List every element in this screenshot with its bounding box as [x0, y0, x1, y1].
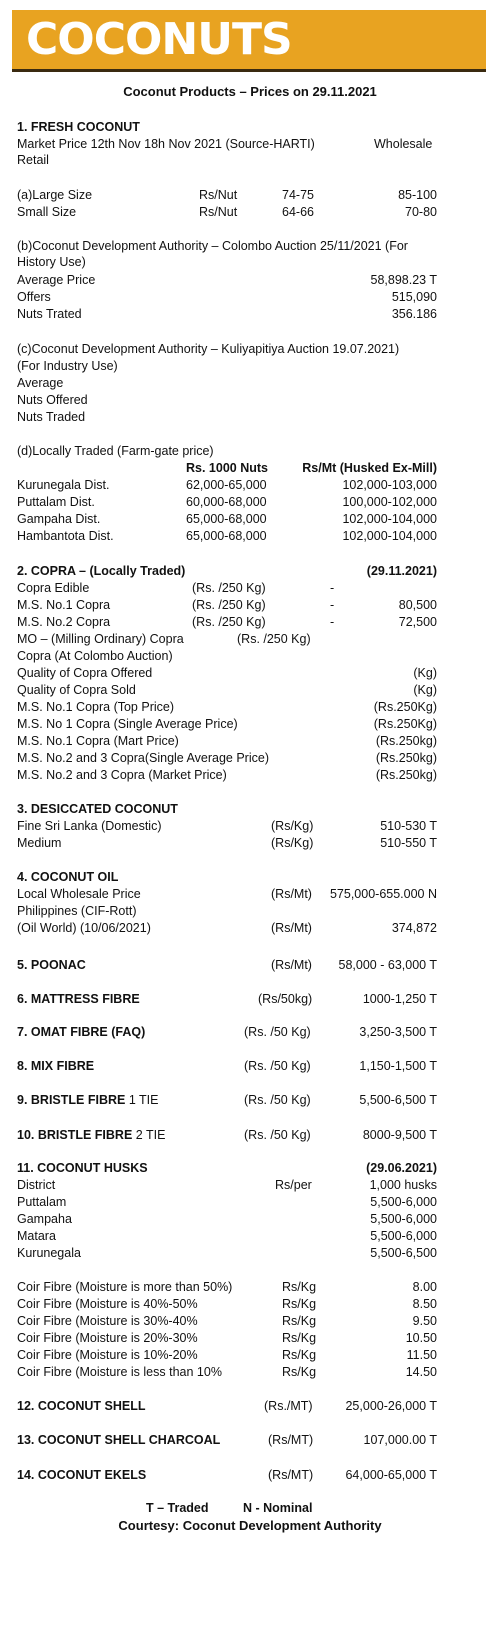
row-unit: (Rs/MT) [268, 1433, 314, 1447]
row-value: 100,000-102,000 [342, 495, 437, 509]
section-heading: 12. COCONUT SHELL [17, 1399, 146, 1413]
row-value: 5,500-6,000 [370, 1229, 437, 1243]
row-unit: (Rs.250Kg) [373, 717, 437, 731]
row-value: 65,000-68,000 [186, 512, 267, 526]
row-name: Coir Fibre (Moisture is 10%-20% [17, 1348, 198, 1362]
row-name: (Oil World) (10/06/2021) [17, 921, 151, 935]
row-name: Matara [17, 1229, 56, 1243]
row-name: Puttalam [17, 1195, 67, 1209]
row-name: Nuts Offered [17, 393, 88, 407]
row-value: 102,000-104,000 [342, 512, 437, 526]
row-value: 510-550 T [380, 836, 437, 850]
row-name: Nuts Trated [17, 307, 82, 321]
row-value: 356.186 [391, 307, 437, 321]
row-value: 64,000-65,000 T [345, 1468, 437, 1482]
row-name: District [17, 1178, 56, 1192]
row-value: 14.50 [405, 1365, 437, 1379]
section-heading [17, 1024, 145, 1041]
row-value: 9.50 [412, 1314, 437, 1328]
row-value: 5,500-6,500 T [359, 1093, 437, 1107]
row-name: M.S. No.2 Copra [17, 615, 111, 629]
row-name: Puttalam Dist. [17, 495, 95, 509]
row-unit: Rs/Kg [282, 1348, 317, 1362]
row-unit: (Rs. /50 Kg) [244, 1025, 311, 1039]
section-heading [17, 957, 86, 974]
section-name: 10. BRISTLE FIBRE [17, 1128, 133, 1142]
row-unit: Rs/Kg [282, 1280, 317, 1294]
section-heading: 13. COCONUT SHELL CHARCOAL [17, 1433, 221, 1447]
row-value: 10.50 [405, 1331, 437, 1345]
section-heading: 14. COCONUT EKELS [17, 1468, 147, 1482]
row-unit: (Rs/Kg) [271, 819, 314, 833]
row-name: Coir Fibre (Moisture is 40%-50% [17, 1297, 198, 1311]
row-value: 58,898.23 T [370, 273, 437, 287]
row-name: Quality of Copra Sold [17, 683, 136, 697]
section-heading [17, 1092, 158, 1109]
section-extra: 2 TIE [132, 1128, 166, 1142]
column-header: Rs/Mt (Husked Ex-Mill) [302, 461, 437, 475]
section-name: 9. BRISTLE FIBRE [17, 1093, 126, 1107]
row-name: Average [17, 376, 64, 390]
row-value: 102,000-104,000 [342, 529, 437, 543]
row-wholesale: 74-75 [282, 188, 314, 202]
row-name: Medium [17, 836, 62, 850]
row-name: Average Price [17, 273, 96, 287]
row-value: 3,250-3,500 T [359, 1025, 437, 1039]
section-heading: 4. COCONUT OIL [17, 870, 119, 884]
row-name: M.S. No 1 Copra (Single Average Price) [17, 717, 238, 731]
section-date: (29.06.2021) [366, 1161, 437, 1175]
row-value: 25,000-26,000 T [345, 1399, 437, 1413]
row-value: 510-530 T [380, 819, 437, 833]
row-retail: 70-80 [405, 205, 437, 219]
row-unit: (Rs. /50 Kg) [244, 1093, 311, 1107]
row-value: 65,000-68,000 [186, 529, 267, 543]
row-unit: (Rs/Mt) [271, 887, 312, 901]
row-unit: (Rs/MT) [268, 1468, 314, 1482]
row-unit: Rs/Nut [199, 205, 238, 219]
row-value: 8000-9,500 T [362, 1128, 437, 1142]
row-name: (a)Large Size [17, 188, 93, 202]
colombo-auction-line: History Use) [17, 255, 86, 269]
row-unit: Rs/Kg [282, 1314, 317, 1328]
title-banner [12, 10, 486, 72]
row-unit: (Rs/Kg) [271, 836, 314, 850]
colombo-auction-line: (b)Coconut Development Authority – Colombo Auction 25/11/2021 (For [17, 239, 408, 253]
row-unit: (Rs./MT) [264, 1399, 313, 1413]
section-name: 5. POONAC [17, 958, 86, 972]
row-name: M.S. No.2 and 3 Copra(Single Average Price) [17, 751, 269, 765]
row-value: 60,000-68,000 [186, 495, 267, 509]
row-dash: - [330, 598, 335, 612]
section-heading: 1. FRESH COCONUT [17, 120, 140, 134]
section-extra: 1 TIE [125, 1093, 159, 1107]
legend-nominal: N - Nominal [243, 1501, 313, 1515]
row-name: Coir Fibre (Moisture is less than 10% [17, 1365, 222, 1379]
row-name: Small Size [17, 205, 77, 219]
row-unit: (Rs/50kg) [258, 992, 313, 1006]
row-value: 58,000 - 63,000 T [338, 958, 437, 972]
row-unit: (Kg) [413, 666, 437, 680]
row-unit: (Rs.250kg) [375, 734, 437, 748]
section-heading [17, 1127, 165, 1144]
row-value: 575,000-655.000 N [329, 887, 437, 901]
section-heading: 2. COPRA – (Locally Traded) [17, 564, 186, 578]
page-subtitle: Coconut Products – Prices on 29.11.2021 [123, 84, 377, 99]
row-value: 80,500 [398, 598, 437, 612]
row-name: Coir Fibre (Moisture is more than 50%) [17, 1280, 233, 1294]
row-unit: Rs/Nut [199, 188, 238, 202]
row-value: 515,090 [391, 290, 437, 304]
row-value: 5,500-6,500 [370, 1246, 437, 1260]
row-dash: - [330, 581, 335, 595]
row-name: Kurunegala Dist. [17, 478, 110, 492]
row-dash: - [330, 615, 335, 629]
row-name: M.S. No.1 Copra (Top Price) [17, 700, 174, 714]
row-name: M.S. No.1 Copra (Mart Price) [17, 734, 179, 748]
row-name: M.S. No.2 and 3 Copra (Market Price) [17, 768, 227, 782]
banner-title: COCONUTS [26, 14, 292, 65]
kuliyapitiya-auction-line: (c)Coconut Development Authority – Kuliyapitiya Auction 19.07.2021) [17, 342, 400, 356]
section-heading: 11. COCONUT HUSKS [17, 1161, 148, 1175]
column-header: Rs. 1000 Nuts [186, 461, 268, 475]
row-unit: (Rs. /250 Kg) [192, 581, 266, 595]
row-unit: Rs/Kg [282, 1365, 317, 1379]
row-name: M.S. No.1 Copra [17, 598, 111, 612]
row-unit: Rs/per [275, 1178, 312, 1192]
section-date: (29.11.2021) [366, 564, 437, 578]
row-value: 102,000-103,000 [342, 478, 437, 492]
row-value: 107,000.00 T [363, 1433, 437, 1447]
row-unit: (Rs/Mt) [271, 921, 312, 935]
row-name: MO – (Milling Ordinary) Copra [17, 632, 184, 646]
row-unit: (Rs. /250 Kg) [192, 615, 266, 629]
row-value: 62,000-65,000 [186, 478, 267, 492]
row-name: Quality of Copra Offered [17, 666, 153, 680]
row-unit: (Rs. /250 Kg) [237, 632, 311, 646]
row-unit: (Rs. /50 Kg) [244, 1128, 311, 1142]
row-name: Hambantota Dist. [17, 529, 114, 543]
row-name: Local Wholesale Price [17, 887, 141, 901]
row-name: Fine Sri Lanka (Domestic) [17, 819, 162, 833]
row-value: 8.50 [412, 1297, 437, 1311]
row-unit: (Rs/Mt) [271, 958, 312, 972]
row-unit: (Kg) [413, 683, 437, 697]
row-unit: (Rs. /50 Kg) [244, 1059, 311, 1073]
row-unit: (Rs.250Kg) [373, 700, 437, 714]
legend-traded: T – Traded [146, 1501, 209, 1515]
row-name: Gampaha [17, 1212, 72, 1226]
row-unit: (Rs.250kg) [375, 768, 437, 782]
row-name: Coir Fibre (Moisture is 30%-40% [17, 1314, 198, 1328]
row-name: Kurunegala [17, 1246, 81, 1260]
row-value: 374,872 [391, 921, 437, 935]
row-value: 1,000 husks [369, 1178, 437, 1192]
row-value: 1000-1,250 T [362, 992, 437, 1006]
row-unit: (Rs. /250 Kg) [192, 598, 266, 612]
section-heading: 3. DESICCATED COCONUT [17, 802, 178, 816]
row-unit: Rs/Kg [282, 1331, 317, 1345]
row-value: 1,150-1,500 T [359, 1059, 437, 1073]
row-value: 5,500-6,000 [370, 1195, 437, 1209]
section-heading [17, 991, 140, 1008]
section-heading [17, 1058, 94, 1075]
section-name: 8. MIX FIBRE [17, 1059, 95, 1073]
section-name: 7. OMAT FIBRE (FAQ) [17, 1025, 146, 1039]
row-name: Nuts Traded [17, 410, 86, 424]
row-wholesale: 64-66 [282, 205, 314, 219]
farm-gate-line: (d)Locally Traded (Farm-gate price) [17, 444, 214, 458]
row-name: Coir Fibre (Moisture is 20%-30% [17, 1331, 198, 1345]
row-name: Copra Edible [17, 581, 90, 595]
row-name: Philippines (CIF-Rott) [17, 904, 137, 918]
row-value: 5,500-6,000 [370, 1212, 437, 1226]
row-value: 72,500 [398, 615, 437, 629]
row-value: 8.00 [412, 1280, 437, 1294]
section-name: 6. MATTRESS FIBRE [17, 992, 140, 1006]
retail-label: Retail [17, 153, 49, 167]
courtesy-line: Courtesy: Coconut Development Authority [118, 1518, 382, 1533]
row-value: 11.50 [406, 1348, 437, 1362]
copra-auction-line: Copra (At Colombo Auction) [17, 649, 173, 663]
row-retail: 85-100 [398, 188, 437, 202]
market-price-line: Market Price 12th Nov 18h Nov 2021 (Source-HARTI) [17, 137, 315, 151]
row-name: Offers [17, 290, 51, 304]
wholesale-label: Wholesale [374, 137, 433, 151]
row-unit: Rs/Kg [282, 1297, 317, 1311]
kuliyapitiya-auction-line: (For Industry Use) [17, 359, 118, 373]
row-unit: (Rs.250kg) [375, 751, 437, 765]
row-name: Gampaha Dist. [17, 512, 101, 526]
